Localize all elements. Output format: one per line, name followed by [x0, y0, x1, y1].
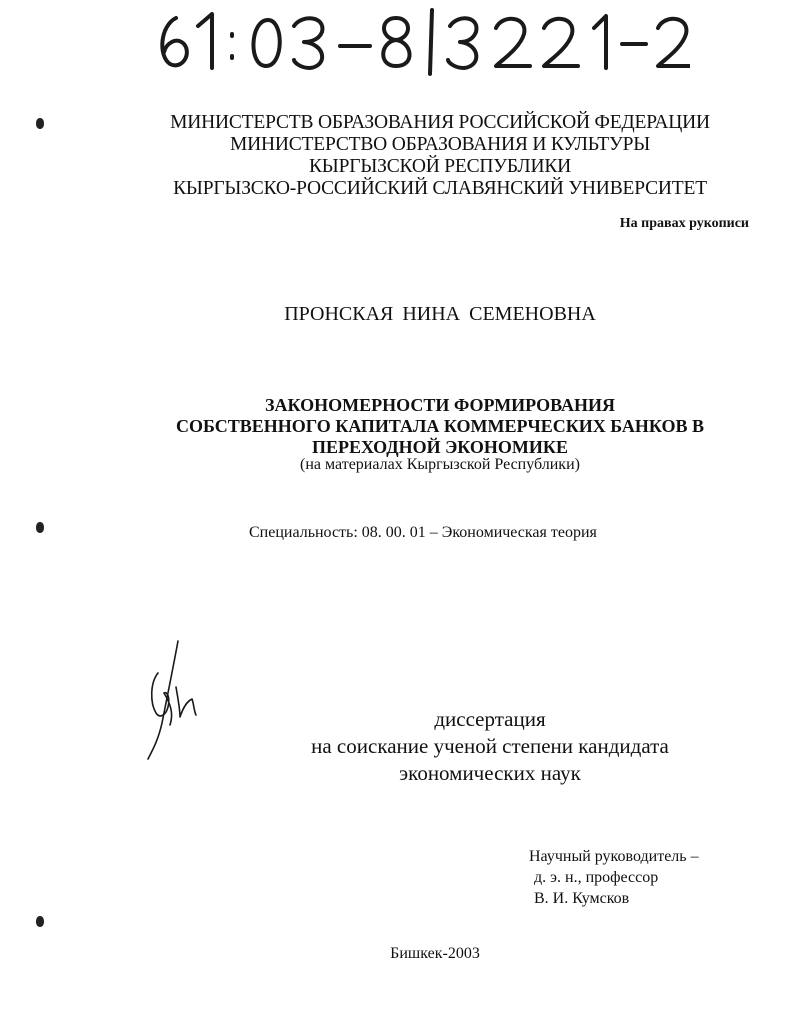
degree-statement [230, 706, 750, 787]
rights-note: На правах рукописи [619, 216, 749, 231]
binder-hole-mark [36, 118, 44, 129]
handwritten-catalog-code-drawing [150, 4, 690, 76]
handwritten-catalog-code [150, 4, 690, 76]
author-name: ПРОНСКАЯ НИНА СЕМЕНОВНА [284, 303, 596, 325]
degree-line-3: экономических наук [399, 761, 581, 785]
ministry-line-2: МИНИСТЕРСТВО ОБРАЗОВАНИЯ И КУЛЬТУРЫ [229, 134, 651, 155]
ministry-header [90, 112, 790, 200]
supervisor-degree: д. э. н., профессор [534, 869, 659, 886]
ministry-line-3: КЫРГЫЗСКОЙ РЕСПУБЛИКИ [308, 156, 572, 177]
ministry-line-1: МИНИСТЕРСТВ ОБРАЗОВАНИЯ РОССИЙСКОЙ ФЕДЕРАЦИИ [170, 112, 710, 133]
title-line-3: ПЕРЕХОДНОЙ ЭКОНОМИКЕ [312, 437, 568, 457]
signature [140, 633, 200, 763]
signature-drawing [140, 633, 200, 763]
dissertation-title [80, 395, 799, 458]
binder-hole-mark [36, 916, 44, 927]
university-name: КЫРГЫЗСКО-РОССИЙСКИЙ СЛАВЯНСКИЙ УНИВЕРСИТЕТ [173, 178, 707, 199]
degree-line-2: на соискание ученой степени кандидата [311, 734, 669, 758]
supervisor-role: Научный руководитель – [529, 848, 699, 865]
specialty-line: Специальность: 08. 00. 01 – Экономическая теория [249, 524, 597, 541]
supervisor-block [529, 846, 699, 909]
binder-hole-mark [36, 522, 44, 533]
title-line-2: СОБСТВЕННОГО КАПИТАЛА КОММЕРЧЕСКИХ БАНКОВ В [175, 416, 705, 436]
degree-line-1: диссертация [434, 707, 546, 731]
supervisor-name: В. И. Кумсков [534, 890, 630, 907]
title-line-1: ЗАКОНОМЕРНОСТИ ФОРМИРОВАНИЯ [265, 395, 615, 415]
title-subtitle: (на материалах Кыргызской Республики) [300, 456, 580, 473]
city-year: Бишкек-2003 [390, 945, 480, 962]
